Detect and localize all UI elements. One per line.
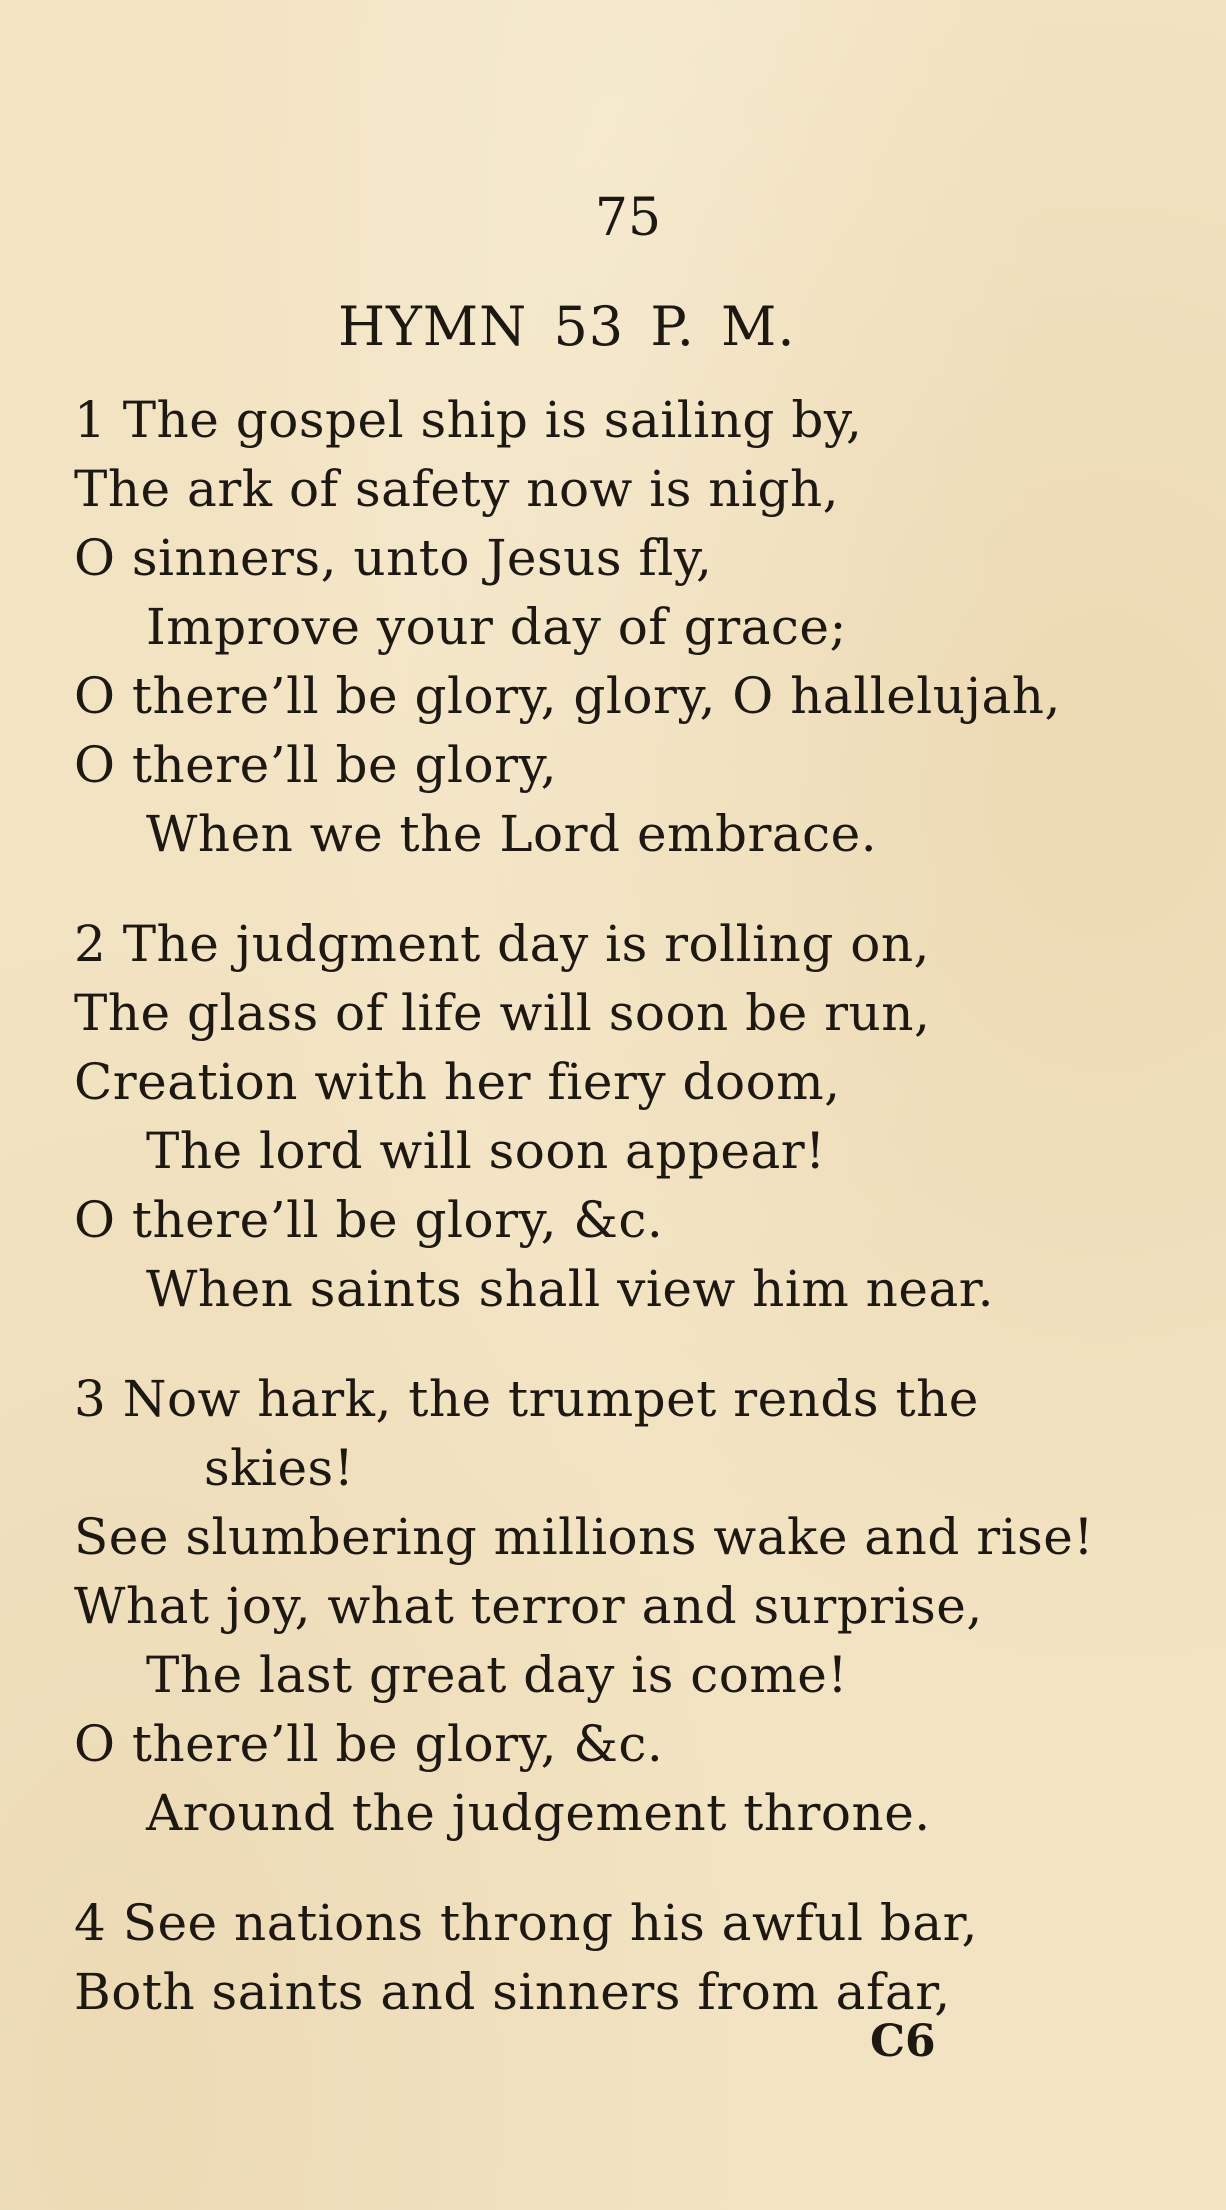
- verse-line: Creation with her fiery doom,: [74, 1053, 841, 1111]
- hymn-verses: [74, 386, 1214, 2068]
- verse-line: See slumbering millions wake and rise!: [74, 1508, 1094, 1566]
- chorus-line: When saints shall view him near.: [146, 1260, 995, 1318]
- verse-line: The glass of life will soon be run,: [74, 984, 931, 1042]
- verse-line: The lord will soon appear!: [146, 1122, 826, 1180]
- chorus-line: O there’ll be glory, glory, O hallelujah,: [74, 667, 1061, 725]
- hymn-title: HYMN 53 P. M.: [338, 295, 796, 358]
- verse-line: The last great day is come!: [146, 1646, 848, 1704]
- chorus-line: O there’ll be glory, &c.: [74, 1191, 664, 1249]
- chorus-line: Around the judgement throne.: [146, 1784, 931, 1842]
- stanza-4: [74, 1889, 1214, 2027]
- verse-line: Both saints and sinners from afar,: [74, 1963, 951, 2021]
- verse-line: O sinners, unto Jesus fly,: [74, 529, 713, 587]
- verse-line: 3 Now hark, the trumpet rends the: [74, 1370, 979, 1428]
- verse-line: 1 The gospel ship is sailing by,: [74, 391, 863, 449]
- stanza-3: [74, 1365, 1214, 1848]
- chorus-line: O there’ll be glory, &c.: [74, 1715, 664, 1773]
- verse-line: skies!: [204, 1439, 355, 1497]
- signature-mark: C6: [870, 2016, 936, 2067]
- verse-line: The ark of safety now is nigh,: [74, 460, 840, 518]
- stanza-2: [74, 910, 1214, 1324]
- verse-line: 2 The judgment day is rolling on,: [74, 915, 930, 973]
- stanza-1: [74, 386, 1214, 869]
- verse-line: What joy, what terror and surprise,: [74, 1577, 983, 1635]
- chorus-line: O there’ll be glory,: [74, 736, 558, 794]
- verse-line: Improve your day of grace;: [146, 598, 847, 656]
- verse-line: 4 See nations throng his awful bar,: [74, 1894, 978, 1952]
- page-number: 75: [594, 188, 662, 248]
- chorus-line: When we the Lord embrace.: [146, 805, 878, 863]
